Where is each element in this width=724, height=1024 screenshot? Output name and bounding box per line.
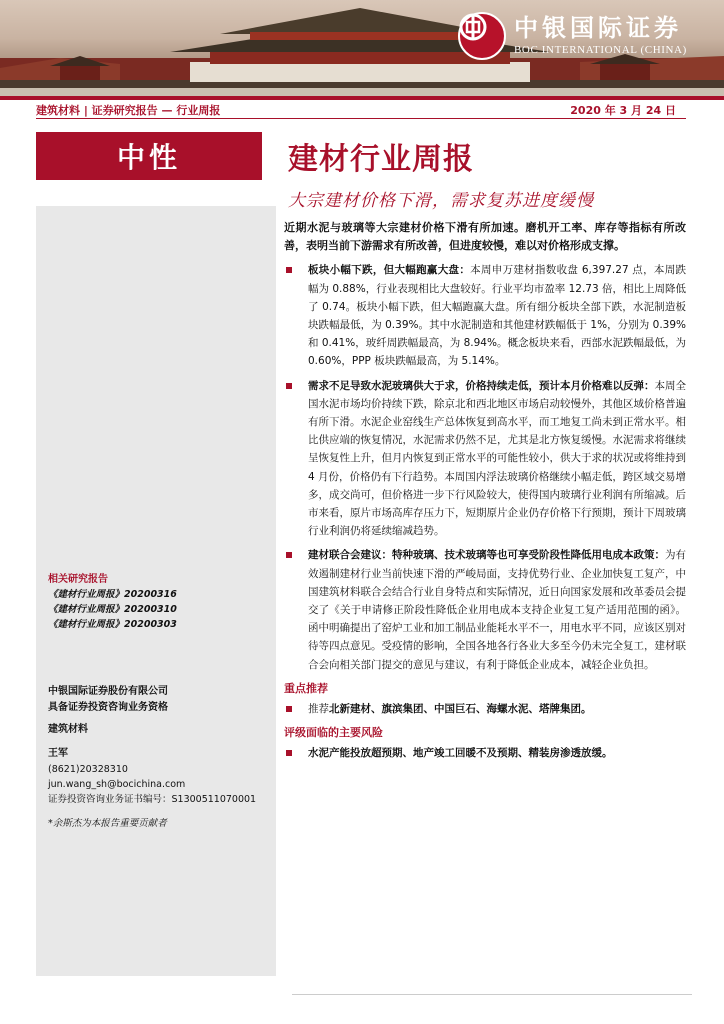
header-red-bar — [0, 96, 724, 100]
related-research-heading: 相关研究报告 — [48, 574, 108, 585]
bullet-square-icon — [286, 750, 292, 756]
picks-names: 北新建材、旗滨集团、中国巨石、海螺水泥、塔牌集团。 — [329, 703, 592, 716]
bullet-item — [284, 546, 686, 673]
bullet-text: 本周全国水泥市场均价持续下跌，除京北和西北地区市场启动较慢外，其他区域价格普遍有所下滑。水泥企业窑线生产总体恢复到高水平，而工地复工尚未到正常水平。相比供应端的恢复情况，水泥需求仍然不足，尤其是北方恢复缓慢。水泥需求将继续呈恢复性上升，但月内恢复到正常水平的可能性较小，供大于求的状况或将维持到 4 月份，价格仍有下行趋势。本周国内浮法玻璃价格继续小幅走低，跨区域交易增多，成交尚可，但价格进一步下行风险较大，使得国内玻璃行业利润有所缩减。后市来看，原片市场高库存压力下，短期原片企业仍存价格下行预期，预计下周玻璃行业利润仍将延续缩减趋势。 — [308, 379, 686, 538]
related-report-link[interactable]: 《建材行业周报》20200316 — [48, 589, 177, 600]
bullet-square-icon — [286, 267, 292, 273]
risk-item — [284, 744, 686, 762]
bullet-lead: 建材联合会建议：特种玻璃、技术玻璃等也可享受阶段性降低用电成本政策： — [308, 549, 665, 562]
bullet-lead: 需求不足导致水泥玻璃供大于求，价格持续走低，预计本月价格难以反弹： — [308, 379, 655, 392]
logo-english-name: BOC INTERNATIONAL (CHINA) — [514, 44, 687, 56]
analyst-certificate: 证券投资咨询业务证书编号：S1300511070001 — [48, 794, 257, 805]
risk-text: 水泥产能投放超预期、地产竣工回暖不及预期、精装房渗透放缓。 — [308, 747, 613, 760]
header-banner — [0, 0, 724, 96]
summary-paragraph: 近期水泥与玻璃等大宗建材价格下滑有所加速。磨机开工率、库存等指标有所改善，表明当前下游需求有所改善，但进度较慢，难以对价格形成支撑。 — [284, 221, 686, 253]
company-name: 中银国际证券股份有限公司 — [48, 686, 168, 697]
analyst-email[interactable]: jun.wang_sh@bocichina.com — [48, 779, 186, 790]
page-subtitle: 大宗建材价格下滑，需求复苏进度缓慢 — [288, 191, 594, 211]
contributor-footnote: *余斯杰为本报告重要贡献者 — [48, 818, 167, 829]
analyst-info — [48, 722, 268, 807]
picks-item — [284, 700, 686, 718]
bullet-lead: 板块小幅下跌，但大幅跑赢大盘： — [308, 264, 471, 277]
bullet-item — [284, 377, 686, 541]
qualification: 具备证券投资咨询业务资格 — [48, 702, 168, 713]
page-title: 建材行业周报 — [288, 142, 474, 177]
report-date: 2020 年 3 月 24 日 — [570, 104, 676, 117]
logo-chinese-name: 中银国际证券 — [514, 13, 682, 42]
related-report-link[interactable]: 《建材行业周报》20200310 — [48, 604, 177, 615]
picks-prefix: 推荐 — [308, 703, 329, 716]
footer-divider — [292, 994, 692, 995]
contributor-note — [48, 816, 268, 831]
bank-of-china-icon — [458, 12, 506, 60]
related-report-link[interactable]: 《建材行业周报》20200303 — [48, 619, 177, 630]
analyst-name: 王军 — [48, 748, 68, 759]
rating-badge: 中性 — [36, 132, 262, 180]
company-info — [48, 684, 268, 716]
bullet-text: 本周申万建材指数收盘 6,397.27 点，本周跌幅为 0.88%，行业表现相比大盘较好。行业平均市盈率 12.73 倍，相比上周降低了 0.74。板块小幅下跌，但大幅跑赢大盘。所有细分板块全部下跌，水泥制造板块跌幅最低，为 0.39%。其中水泥制造和其他建材跌幅低于 1%，分别为 0.39%和 0.41%，玻纤周跌幅最高，为 8.94%。概念板块来看，西部水泥跌幅最低，为 0.60%，PPP 板块跌幅最高，为 5.14%。 — [308, 264, 687, 368]
bullet-square-icon — [286, 552, 292, 558]
risk-heading: 评级面临的主要风险 — [284, 726, 383, 740]
sector-label: 建筑材料 — [48, 724, 88, 735]
header-divider — [36, 118, 686, 119]
analyst-phone: (8621)20328310 — [48, 764, 128, 775]
bullet-text: 为有效遏制建材行业当前快速下滑的严峻局面，支持优势行业、企业加快复工复产，中国建筑材料联合会结合行业自身特点和实际情况，近日向国家发展和改革委员会提交了《关于申请修正阶段性降低企业用电成本支持企业复工复产适用范围的函》。函中明确提出了窑炉工业和加工制品业能耗水平不一，用电水平不同，应该区别对待等四点意见。受疫情的影响，全国各地各行各业大多至今仍未完全复工，建材联合会向相关部门提交的意见与建议，有利于降低企业成本，减轻企业负担。 — [308, 549, 686, 671]
bullet-square-icon — [286, 706, 292, 712]
picks-heading: 重点推荐 — [284, 681, 328, 695]
main-content — [284, 219, 686, 763]
bullet-item — [284, 261, 686, 370]
boci-logo — [458, 12, 687, 60]
report-category: 建筑材料 | 证券研究报告 — 行业周报 — [36, 104, 221, 117]
bullet-square-icon — [286, 383, 292, 389]
related-research — [48, 572, 268, 632]
